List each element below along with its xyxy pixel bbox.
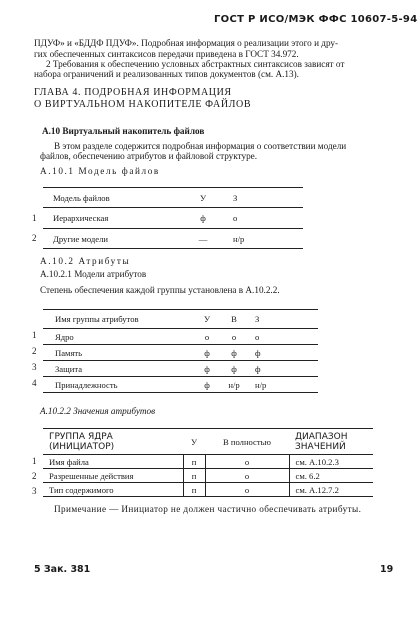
col-header-v: В полностью — [205, 429, 289, 455]
cell-v: ф — [221, 345, 247, 361]
row-number: 2 — [32, 233, 37, 243]
cell-z: н/р — [247, 377, 318, 393]
intro-line: набора ограничений и реализованных типов документов (см. А.13). — [34, 69, 299, 79]
section-title-a10: А.10 Виртуальный накопитель файлов — [42, 126, 205, 136]
row-number: 4 — [32, 378, 37, 388]
cell-z: о — [247, 329, 318, 345]
col-header-group-line: ГРУППА ЯДРА — [49, 431, 113, 442]
intro-line: гих обеспеченных синтаксисов передачи приведена в ГОСТ 34.972. — [34, 49, 299, 59]
file-model-table — [43, 187, 303, 249]
table-row — [43, 483, 373, 497]
attribute-values-table — [43, 428, 373, 497]
subsection-a1022-title: А.10.2.2 Значения атрибутов — [40, 406, 156, 416]
table-row — [43, 345, 318, 361]
a102-text: Степень обеспечения каждой группы установлена в А.10.2.2. — [40, 285, 280, 295]
col-header-group: Имя группы атрибутов — [43, 310, 193, 329]
cell-range: см. А.12.7.2 — [289, 483, 373, 497]
table-header-row — [43, 429, 373, 455]
col-header-range — [289, 429, 373, 455]
cell-u: ф — [193, 377, 221, 393]
cell-v: о — [205, 483, 289, 497]
intro-line: ПДУФ» и «БДДФ ПДУФ». Подробная информация о реализации этого и дру- — [34, 38, 339, 48]
table-header-row — [43, 310, 318, 329]
page-number: 19 — [380, 564, 394, 575]
col-header-u: У — [193, 310, 221, 329]
cell-name: Защита — [43, 361, 193, 377]
cell-u: ф — [193, 361, 221, 377]
footer-order: 5 Зак. 381 — [34, 564, 91, 575]
cell-v: н/р — [221, 377, 247, 393]
chapter-heading: О ВИРТУАЛЬНОМ НАКОПИТЕЛЕ ФАЙЛОВ — [34, 99, 252, 110]
row-number: 3 — [32, 362, 37, 372]
cell-z: ф — [247, 345, 318, 361]
cell-v: о — [205, 455, 289, 469]
table-row — [43, 208, 303, 229]
table-row — [43, 329, 318, 345]
cell-u: ф — [193, 345, 221, 361]
col-header-z: З — [247, 310, 318, 329]
cell-name: Другие модели — [43, 229, 175, 249]
cell-range: см. А.10.2.3 — [289, 455, 373, 469]
cell-name: Принадлежность — [43, 377, 193, 393]
cell-z: о — [231, 208, 303, 229]
cell-v: ф — [221, 361, 247, 377]
cell-u: — — [175, 229, 231, 249]
row-number: 1 — [32, 213, 37, 223]
subsection-a1021-title: А.10.2.1 Модели атрибутов — [40, 269, 147, 279]
cell-u: о — [193, 329, 221, 345]
col-header-v: В — [221, 310, 247, 329]
col-header-group-line: (ИНИЦИАТОР) — [49, 441, 115, 452]
table-row — [43, 229, 303, 249]
chapter-heading: ГЛАВА 4. ПОДРОБНАЯ ИНФОРМАЦИЯ — [34, 87, 232, 98]
row-number: 2 — [32, 471, 37, 481]
table-row — [43, 377, 318, 393]
cell-name: Память — [43, 345, 193, 361]
table-row — [43, 361, 318, 377]
table-row — [43, 455, 373, 469]
col-header-range-line: ЗНАЧЕНИЙ — [295, 441, 346, 452]
subsection-a1021 — [40, 269, 146, 279]
cell-name: Тип содержимого — [43, 483, 183, 497]
row-number: 2 — [32, 346, 37, 356]
col-header-model: Модель файлов — [43, 188, 175, 208]
col-header-u: У — [175, 188, 231, 208]
attribute-groups-table — [43, 309, 318, 393]
a10-text: В этом разделе содержится подробная информация о соответствии модели — [54, 141, 347, 151]
note-text: Примечание — Инициатор не должен частично обеспечивать атрибуты. — [54, 504, 362, 514]
cell-name: Имя файла — [43, 455, 183, 469]
page-header: ГОСТ Р ИСО/МЭК ФФС 10607-5-94 — [214, 14, 418, 25]
cell-name: Ядро — [43, 329, 193, 345]
cell-range: см. 6.2 — [289, 469, 373, 483]
cell-u: п — [183, 455, 205, 469]
cell-u: п — [183, 483, 205, 497]
cell-u: п — [183, 469, 205, 483]
cell-name: Иерархическая — [43, 208, 175, 229]
col-header-z: З — [231, 188, 303, 208]
section-title-a101: А.10.1 Модель файлов — [40, 166, 160, 176]
section-title-a102: А.10.2 Атрибуты — [40, 256, 131, 266]
row-number: 3 — [32, 486, 37, 496]
cell-name: Разрешенные действия — [43, 469, 183, 483]
col-header-group — [43, 429, 183, 455]
col-header-range-line: ДИАПАЗОН — [295, 431, 348, 442]
row-number: 1 — [32, 456, 37, 466]
cell-u: ф — [175, 208, 231, 229]
col-header-u: У — [183, 429, 205, 455]
table-row — [43, 469, 373, 483]
row-number: 1 — [32, 330, 37, 340]
intro-line: 2 Требования к обеспечению условных абстрактных синтаксисов зависят от — [46, 59, 345, 69]
cell-z: н/р — [231, 229, 303, 249]
table-header-row — [43, 188, 303, 208]
cell-v: о — [221, 329, 247, 345]
a10-text: файлов, обеспечению атрибутов и файловой структуре. — [40, 151, 258, 161]
cell-z: ф — [247, 361, 318, 377]
cell-v: о — [205, 469, 289, 483]
